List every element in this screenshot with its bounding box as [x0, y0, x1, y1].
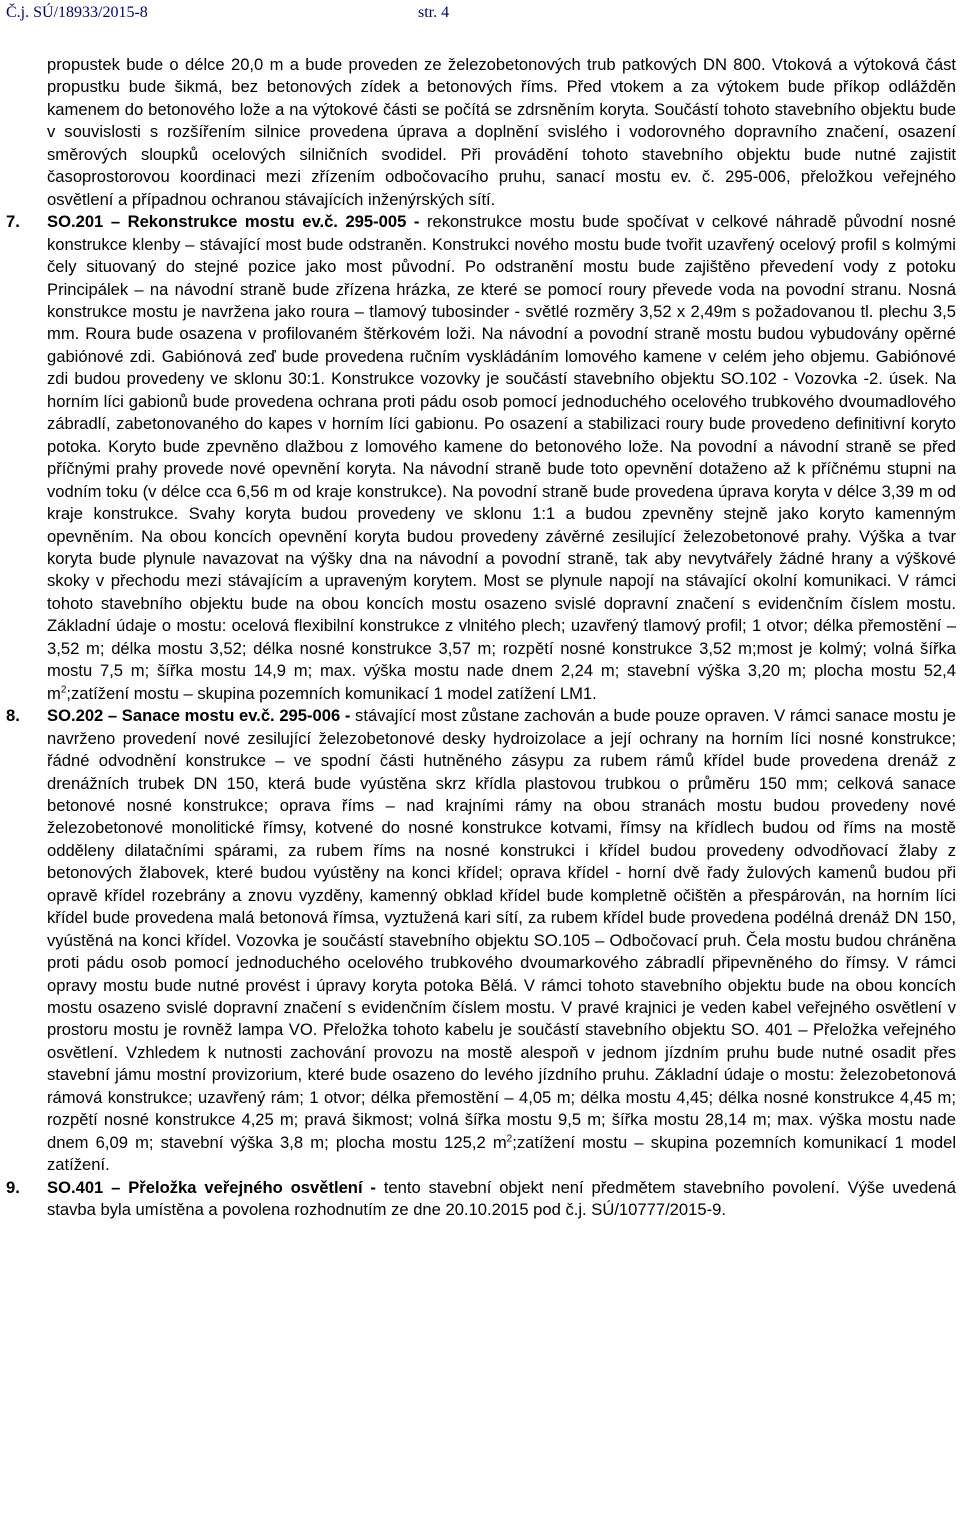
- section-title: SO.201 – Rekonstrukce mostu ev.č. 295-005 -: [47, 212, 420, 232]
- document-body: [6, 54, 957, 1222]
- section-title: SO.401 – Přeložka veřejného osvětlení -: [47, 1177, 376, 1197]
- document-reference: Č.j. SÚ/18933/2015-8: [6, 4, 148, 21]
- section-text-tail: ;zatížení mostu – skupina pozemních komunikací 1 model zatížení.: [47, 1132, 957, 1175]
- section-paragraph: [47, 705, 956, 1177]
- section-paragraph: [47, 1177, 956, 1222]
- section-text: stávající most zůstane zachován a bude pouze opraven. V rámci sanace mostu je navrženo provedení nové zesilující železobetonové desky hydroizolace a její ochrany na horním líci nosné konstrukce; řádné odvodnění konstrukce – ve spodní části hutněného zásypu za rubem rámů křídel bude provedena drenáž z drenážních trubek DN 150, která bude vyústěna skrz křídla plastovou trubkou o průměru 150 mm; celková sanace betonové nosné konstrukce; oprava říms – nad krajními rámy na obou stranách mostu budou provedeny nové železobetonové monolitické římsy, kotvené do nosné konstrukce kotvami, římsy na křídlech budou od říms na mostě odděleny dilatačními spárami, za rubem říms na nosné konstrukci i křídel budou provedeny odvodňovací žlaby z betonových žlabovek, které budou vyústěny na konci křídel; oprava křídel - horní dvě řady žulových kamenů budou při opravě křídel rozebrány a znovu vyzděny, kamenný obklad křídel bude kompletně očištěn a přespárován, na horním líci křídel bude provedena malá betonová římsa, vyztužená kari sítí, za rubem křídel bude provedena podélná drenáž DN 150, vyústěná na konci křídel. Vozovka je součástí stavebního objektu SO.105 – Odbočovací pruh. Čela mostu budou chráněna proti pádu osob pomocí jednoduchého ocelového trubkového dvoumarkového zábradlí připevněného do římsy. V rámci opravy mostu bude nutné provést i úpravy koryta potoka Bělá. V rámci tohoto stavebního objektu bude na obou koncích mostu osazeno svislé dopravní značení s evidenčním číslem mostu. V pravé krajnici je veden kabel veřejného osvětlení v prostoru mostu je rovněž lampa VO. Přeložka tohoto kabelu je součástí stavebního objektu SO. 401 – Přeložka veřejného osvětlení. Vzhledem k nutnosti zachování provozu na mostě alespoň v jednom jízdním pruhu bude nutné osadit přes stavební jámu mostní provizorium, které bude osazeno do levého jízdního pruhu. Základní údaje o mostu: železobetonová rámová konstrukce; uzavřený rám; 1 otvor; délka přemostění – 4,05 m; délka mostu 4,45; délka nosné konstrukce 4,45 m; rozpětí nosné konstrukce 4,25 m; pravá šikmost; volná šířka mostu 9,5 m; šířka mostu 28,14 m; max. výška mostu nade dnem 6,09 m; stavební výška 3,8 m; plocha mostu 125,2 m: [47, 706, 956, 1152]
- section-title: SO.202 – Sanace mostu ev.č. 295-006 -: [47, 706, 351, 726]
- section-paragraph: [47, 211, 956, 705]
- section-so201: [6, 211, 956, 705]
- unit-superscript: 2: [60, 684, 67, 696]
- intro-paragraph: propustek bude o délce 20,0 m a bude proveden ze železobetonových trub patkových DN 800. Vtoková a výtoková část propustku bude šikmá, bez betonových zídek a betonových říms. Před vtokem a za výtokem bude příkop odlážděn kamenem do betonového lože a na výtokové části se počítá se zdrsněním koryta. Součástí tohoto stavebního objektu bude v souvislosti s rozšířením silnice provedena úprava a doplnění svislého i vodorovného dopravního značení, osazení směrových sloupků ocelových silničních svodidel. Při provádění tohoto stavebního objektu bude nutné zajistit časoprostorovou koordinaci mezi zřízením odbočovacího pruhu, sanací mostu ev. č. 295-006, přeložkou veřejného osvětlení a případnou ochranou stávajících inženýrských sítí.: [47, 55, 956, 209]
- page-header: [0, 4, 960, 28]
- section-number: 7.: [6, 212, 20, 232]
- section-text: rekonstrukce mostu bude spočívat v celkové náhradě původní nosné konstrukce klenby – stávající most bude odstraněn. Konstrukci nového mostu bude tvořit uzavřený ocelový profil s kolmými čely situovaný do stejné pozice jako most původní. Po odstranění mostu bude zajištěno převedení vody z potoku Principálek – na návodní straně bude zřízena hrázka, ze které se pomocí roury převede voda na povodní stranu. Nosná konstrukce mostu je navržena jako roura – tlamový tubosinder - světlé rozměry 3,52 x 2,49m s požadovanou tl. plechu 3,5 mm. Roura bude osazena v profilovaném štěrkovém loži. Na návodní a povodní straně mostu budou vybudovány opěrné gabiónové zdi. Gabiónová zeď bude provedena ručním vyskládáním lomového kamene v celém jeho objemu. Gabiónové zdi budou provedeny ve sklonu 30:1. Konstrukce vozovky je součástí stavebního objektu SO.102 - Vozovka -2. úsek. Na horním líci gabionů bude provedena ochrana proti pádu osob pomocí jednoduchého ocelového trubkového dvoumadlového zábradlí, zabetonovaného do kapes v horním líci gabionu. Po osazení a stabilizaci roury bude provedeno definitivní koryto potoka. Koryto bude zpevněno dlažbou z lomového kamene do betonového lože. Na povodní a návodní straně se před příčnými prahy provede nové opevnění koryta. Na návodní straně bude toto opevnění dotaženo až k příčnému stupni na vodním toku (v délce cca 6,56 m od kraje konstrukce). Na povodní straně bude provedena úprava koryta v délce 3,39 m od kraje konstrukce. Svahy koryta budou provedeny ve sklonu 1:1 a budou zpevněny stejně jako koryto kamenným opevněním. Na obou koncích opevnění koryta budou provedeny závěrné zesilující železobetonové prahy. Výška a tvar koryta bude plynule navazovat na výšky dna na návodní a povodní straně, tak aby nevytvářely žádné hrany a výškové skoky v přechodu mezi stávajícím a upraveným korytem. Most se plynule napojí na stávající okolní komunikaci. V rámci tohoto stavebního objektu bude na obou koncích mostu osazeno svislé dopravní značení s evidenčním číslem mostu. Základní údaje o mostu: ocelová flexibilní konstrukce z vlnitého plech; uzavřený tlamový profil; 1 otvor; délka přemostění – 3,52 m; délka mostu 3,52; délka nosné konstrukce 3,57 m; rozpětí nosné konstrukce 3,52 m;most je kolmý; volná šířka mostu 7,5 m; šířka mostu 14,9 m; max. výška mostu nade dnem 2,24 m; stavební výška 3,20 m; plocha mostu 52,4 m: [47, 212, 956, 703]
- unit-superscript: 2: [506, 1133, 513, 1145]
- section-so401: [6, 1177, 956, 1222]
- section-text-tail: ;zatížení mostu – skupina pozemních komunikací 1 model zatížení LM1.: [66, 683, 597, 703]
- section-number: 8.: [6, 706, 20, 726]
- page-number: str. 4: [418, 4, 450, 21]
- section-number: 9.: [6, 1177, 20, 1197]
- section-text: tento stavební objekt není předmětem stavebního povolení. Výše uvedená stavba byla umístěna a povolena rozhodnutím ze dne 20.10.2015 pod č.j. SÚ/10777/2015-9.: [47, 1177, 956, 1220]
- section-so202: [6, 705, 957, 1177]
